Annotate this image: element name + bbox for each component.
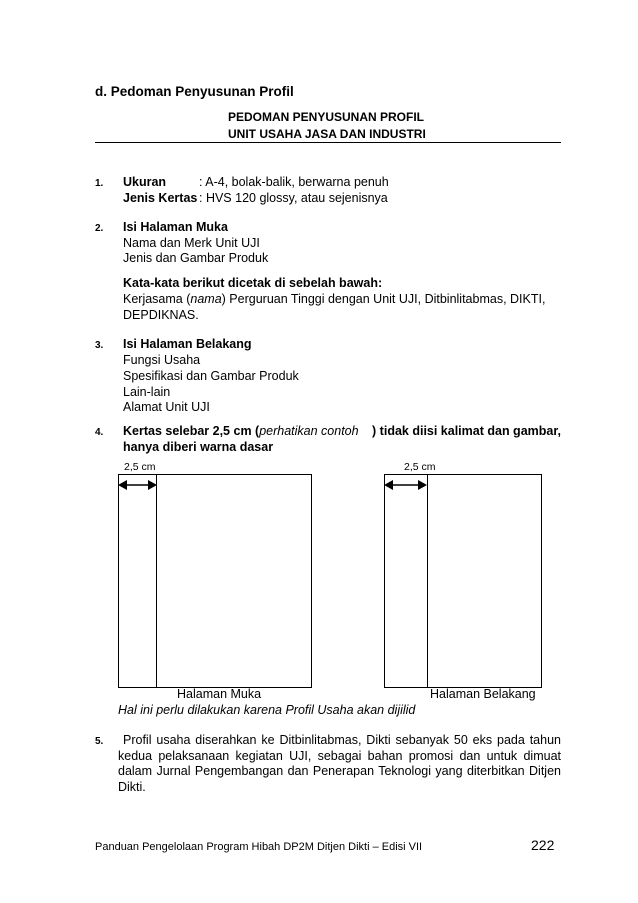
left-double-arrow-icon bbox=[118, 478, 158, 492]
left-caption: Halaman Muka bbox=[177, 687, 262, 701]
item5-text: Profil usaha diserahkan ke Ditbinlitabmas, Dikti sebanyak 50 eks pada tahun kedua pelaksanaan kegiatan UJI, sebagai bahan promosi dan untuk dimuat dalam Jurnal Pengembangan dan Penerapan Teknologi yang diterbitkan Ditjen Dikti. bbox=[118, 733, 561, 794]
item4-text-italic: perhatikan contoh bbox=[259, 424, 359, 438]
item3-title: Isi Halaman Belakang bbox=[123, 337, 252, 351]
item4-text-pre: Kertas selebar 2,5 cm ( bbox=[123, 424, 260, 438]
item2-text-pre: Kerjasama ( bbox=[123, 292, 191, 306]
item4-text-line2: hanya diberi warna dasar bbox=[123, 440, 274, 454]
section-heading: d. Pedoman Penyusunan Profil bbox=[95, 84, 294, 99]
halaman-belakang-margin-line bbox=[427, 474, 428, 688]
right-double-arrow-icon bbox=[384, 478, 428, 492]
item2-text-line1 bbox=[123, 292, 545, 307]
right-caption: Halaman Belakang bbox=[430, 687, 536, 701]
item3-line2: Spesifikasi dan Gambar Produk bbox=[123, 369, 299, 383]
title-underline bbox=[95, 142, 561, 143]
item1-value-kertas: : HVS 120 glossy, atau sejenisnya bbox=[199, 191, 388, 205]
item2-number: 2. bbox=[95, 223, 104, 234]
item2-text-post: ) Perguruan Tinggi dengan Unit UJI, Ditbinlitabmas, DIKTI, bbox=[221, 292, 546, 306]
item4-number: 4. bbox=[95, 427, 104, 438]
left-dimension-label: 2,5 cm bbox=[124, 461, 156, 473]
diagram-note: Hal ini perlu dilakukan karena Profil Usaha akan dijilid bbox=[118, 703, 416, 717]
item5-number: 5. bbox=[95, 736, 104, 747]
item4-text-post: ) tidak diisi kalimat dan gambar, bbox=[372, 424, 561, 438]
item2-line2: Jenis dan Gambar Produk bbox=[123, 251, 269, 265]
doc-title-line1: PEDOMAN PENYUSUNAN PROFIL bbox=[228, 110, 425, 124]
halaman-muka-page bbox=[118, 474, 312, 688]
item1-number: 1. bbox=[95, 178, 104, 189]
item2-text-italic: nama bbox=[190, 292, 222, 306]
item3-line4: Alamat Unit UJI bbox=[123, 400, 210, 414]
item2-text-line2: DEPDIKNAS. bbox=[123, 308, 199, 322]
right-dimension-label: 2,5 cm bbox=[404, 461, 436, 473]
item3-number: 3. bbox=[95, 340, 104, 351]
doc-title-line2: UNIT USAHA JASA DAN INDUSTRI bbox=[228, 127, 426, 141]
page-number: 222 bbox=[531, 837, 555, 853]
item1-label-ukuran: Ukuran bbox=[123, 175, 167, 189]
item1-label-kertas: Jenis Kertas bbox=[123, 191, 198, 205]
item3-line3: Lain-lain bbox=[123, 385, 171, 399]
item2-line1: Nama dan Merk Unit UJI bbox=[123, 236, 260, 250]
item2-title: Isi Halaman Muka bbox=[123, 220, 228, 234]
item2-subtitle: Kata-kata berikut dicetak di sebelah bawah: bbox=[123, 276, 383, 290]
footer-text: Panduan Pengelolaan Program Hibah DP2M Ditjen Dikti – Edisi VII bbox=[95, 841, 423, 853]
item4-text-line1 bbox=[123, 424, 561, 439]
halaman-muka-margin-line bbox=[156, 474, 157, 688]
item1-value-ukuran: : A-4, bolak-balik, berwarna penuh bbox=[199, 175, 389, 189]
halaman-belakang-page bbox=[384, 474, 542, 688]
item3-line1: Fungsi Usaha bbox=[123, 353, 201, 367]
